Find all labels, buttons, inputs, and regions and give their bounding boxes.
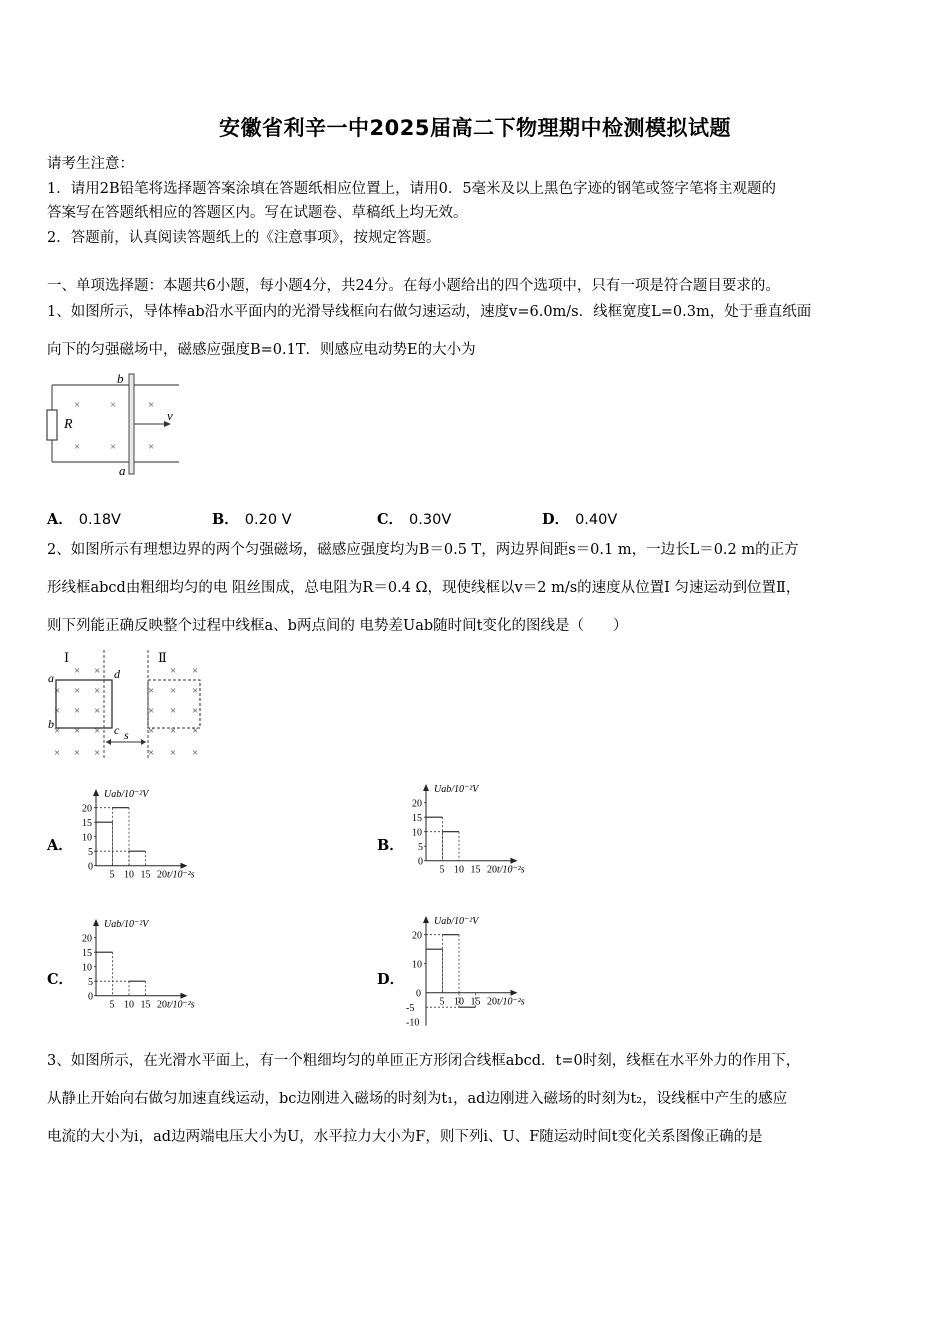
x-tick-label: 15 — [140, 999, 151, 1011]
q1-option-b[interactable]: B． 0.20 V — [212, 511, 292, 528]
x-tick-label: 15 — [470, 864, 481, 876]
x-tick-label: 5 — [109, 999, 115, 1011]
gap-s-label: s — [124, 728, 129, 742]
y-tick-label: 15 — [412, 813, 422, 825]
notice-line-2: 2．答题前，认真阅读答题纸上的《注意事项》，按规定答题。 — [47, 230, 441, 246]
field-cross: × — [148, 441, 155, 453]
x-axis-arrow — [511, 990, 518, 996]
position-2-label: Ⅱ — [158, 650, 167, 665]
q1-line-2: 向下的匀强磁场中，磁感应强度B=0.1T．则感应电动势E的大小为 — [47, 342, 476, 358]
corner-a-label: a — [48, 671, 54, 685]
x-tick-label: 20 — [487, 864, 497, 876]
y-tick-label: 0 — [88, 991, 93, 1003]
section-heading: 一、单项选择题：本题共6小题，每小题4分，共24分。在每小题给出的四个选项中，只有一项是符合题目要求的。 — [47, 278, 780, 294]
x-axis-label: t/10⁻²s — [496, 996, 525, 1008]
y-tick-label: 10 — [82, 832, 92, 844]
x-axis-label: t/10⁻²s — [496, 864, 525, 876]
x-tick-label: 20 — [157, 869, 167, 881]
notice-line-1a: 1．请用2B铅笔将选择题答案涂填在答题纸相应位置上，请用0．5毫米及以上黑色字迹的钢笔或签字笔将主观题的 — [47, 181, 777, 197]
q1-line-1: 1、如图所示，导体棒ab沿水平面内的光滑导线框向右做匀速运动，速度v=6.0m/s．线框宽度L=0.3m，处于垂直纸面 — [47, 304, 812, 320]
page-title: 安徽省利辛一中2025届高二下物理期中检测模拟试题 — [219, 116, 731, 140]
field-cross: × — [110, 441, 117, 453]
y-tick-label: 20 — [82, 803, 92, 815]
x-axis-label: t/10⁻²s — [166, 999, 195, 1011]
x-tick-label: 10 — [124, 999, 134, 1011]
q1-option-c[interactable]: C． 0.30V — [377, 511, 452, 528]
resistor-icon — [47, 410, 57, 440]
x-tick-label: 10 — [454, 864, 464, 876]
x-axis-label: t/10⁻²s — [166, 869, 195, 881]
y-tick-label: 5 — [88, 977, 93, 989]
field-cross: × — [192, 685, 199, 697]
q2-option-d[interactable]: D． — [377, 971, 405, 988]
velocity-label: v — [167, 408, 173, 423]
y-axis-label: Uab/10⁻²V — [434, 784, 479, 795]
field-cross: × — [148, 747, 155, 759]
notice-line-1b: 答案写在答题纸相应的答题区内。写在试题卷、草稿纸上均无效。 — [47, 205, 468, 221]
field-cross: × — [148, 705, 155, 717]
y-tick-label: 20 — [412, 930, 422, 942]
field-cross: × — [74, 685, 81, 697]
q2-figure — [44, 648, 214, 763]
y-axis-arrow — [93, 919, 99, 926]
field-cross: × — [170, 725, 177, 737]
x-tick-label: 10 — [124, 869, 134, 881]
field-cross: × — [170, 665, 177, 677]
corner-b-label: b — [48, 717, 54, 731]
rod-end-a: a — [119, 463, 126, 478]
y-tick-label: 15 — [82, 948, 92, 960]
field-cross: × — [94, 705, 101, 717]
y-axis-arrow — [423, 784, 429, 791]
q2-line-3: 则下列能正确反映整个过程中线框a、b两点间的 电势差Uab随时间t变化的图线是（ ） — [47, 618, 628, 634]
y-tick-label: 5 — [418, 842, 423, 854]
q1-option-d[interactable]: D． 0.40V — [542, 511, 618, 528]
field-cross: × — [74, 705, 81, 717]
corner-d-label: d — [114, 667, 120, 681]
y-tick-label: -10 — [406, 1017, 420, 1029]
y-axis-label: Uab/10⁻²V — [104, 789, 149, 800]
field-cross: × — [54, 747, 61, 759]
notice-heading: 请考生注意： — [47, 156, 134, 172]
q1-figure — [44, 370, 194, 480]
field-cross: × — [192, 747, 199, 759]
field-cross: × — [94, 747, 101, 759]
y-axis-arrow — [423, 916, 429, 923]
graph-a — [70, 785, 230, 885]
x-tick-label: 5 — [109, 869, 115, 881]
x-tick-label: 10 — [454, 996, 464, 1008]
q3-line-1: 3、如图所示，在光滑水平面上，有一个粗细均匀的单匝正方形闭合线框abcd．t=0时刻，线框在水平外力的作用下， — [47, 1053, 801, 1069]
corner-c-label: c — [114, 723, 120, 737]
y-tick-label: 0 — [416, 988, 421, 1000]
field-cross: × — [170, 747, 177, 759]
field-cross: × — [170, 705, 177, 717]
field-cross: × — [54, 725, 61, 737]
field-cross: × — [74, 665, 81, 677]
y-tick-label: 0 — [418, 856, 423, 868]
y-tick-label: 20 — [82, 933, 92, 945]
x-tick-label: 20 — [157, 999, 167, 1011]
q2-option-c[interactable]: C． — [47, 971, 74, 988]
y-tick-label: 10 — [412, 827, 422, 839]
field-cross: × — [54, 705, 61, 717]
graph-c — [70, 915, 230, 1020]
field-cross: × — [74, 725, 81, 737]
field-cross: × — [74, 441, 81, 453]
x-tick-label: 5 — [439, 996, 445, 1008]
field-cross: × — [170, 685, 177, 697]
q2-line-1: 2、如图所示有理想边界的两个匀强磁场，磁感应强度均为B＝0.5 T，两边界间距s＝0.1 m，一边长L＝0.2 m的正方 — [47, 542, 799, 558]
x-tick-label: 5 — [439, 864, 445, 876]
conductor-rod — [129, 374, 134, 474]
field-cross: × — [94, 685, 101, 697]
y-tick-label: -5 — [406, 1003, 415, 1015]
q3-line-2: 从静止开始向右做匀加速直线运动，bc边刚进入磁场的时刻为t₁，ad边刚进入磁场的时刻为t₂，设线框中产生的感应 — [47, 1091, 788, 1107]
magnetic-field-crosses — [54, 665, 198, 759]
x-tick-label: 15 — [470, 996, 481, 1008]
y-tick-label: 10 — [82, 962, 92, 974]
field-cross: × — [148, 399, 155, 411]
position-1-label: Ⅰ — [64, 650, 70, 665]
field-cross: × — [94, 725, 101, 737]
rod-end-b: b — [117, 371, 124, 386]
field-cross: × — [74, 747, 81, 759]
field-cross: × — [192, 665, 199, 677]
field-cross: × — [148, 725, 155, 737]
y-tick-label: 20 — [412, 798, 422, 810]
x-axis-arrow — [181, 993, 188, 999]
field-cross: × — [94, 665, 101, 677]
graph-b — [400, 780, 560, 885]
y-tick-label: 5 — [88, 847, 93, 859]
field-cross: × — [192, 725, 199, 737]
field-cross: × — [74, 399, 81, 411]
y-axis-label: Uab/10⁻²V — [104, 919, 149, 930]
q3-line-3: 电流的大小为i，ad边两端电压大小为U，水平拉力大小为F，则下列i、U、F随运动时间t变化关系图像正确的是 — [47, 1129, 763, 1145]
q2-option-a[interactable]: A． — [47, 837, 73, 854]
field-cross: × — [148, 685, 155, 697]
field-cross: × — [54, 685, 61, 697]
resistor-label: R — [64, 417, 73, 432]
x-axis-arrow — [511, 858, 518, 864]
y-tick-label: 15 — [82, 818, 92, 830]
q2-option-b[interactable]: B． — [377, 837, 404, 854]
y-axis-label: Uab/10⁻²V — [434, 916, 479, 927]
x-tick-label: 20 — [487, 996, 497, 1008]
graph-d — [400, 912, 560, 1029]
q1-option-a[interactable]: A． 0.18V — [47, 511, 121, 528]
y-tick-label: 0 — [88, 861, 93, 873]
x-tick-label: 15 — [140, 869, 151, 881]
q2-line-2: 形线框abcd由粗细均匀的电 阻丝围成，总电阻为R＝0.4 Ω，现使线框以v＝2 m/s的速度从位置Ⅰ 匀速运动到位置Ⅱ， — [47, 580, 801, 596]
x-axis-arrow — [181, 863, 188, 869]
y-tick-label: 10 — [412, 959, 422, 971]
field-cross: × — [110, 399, 117, 411]
y-axis-arrow — [93, 789, 99, 796]
field-cross: × — [192, 705, 199, 717]
